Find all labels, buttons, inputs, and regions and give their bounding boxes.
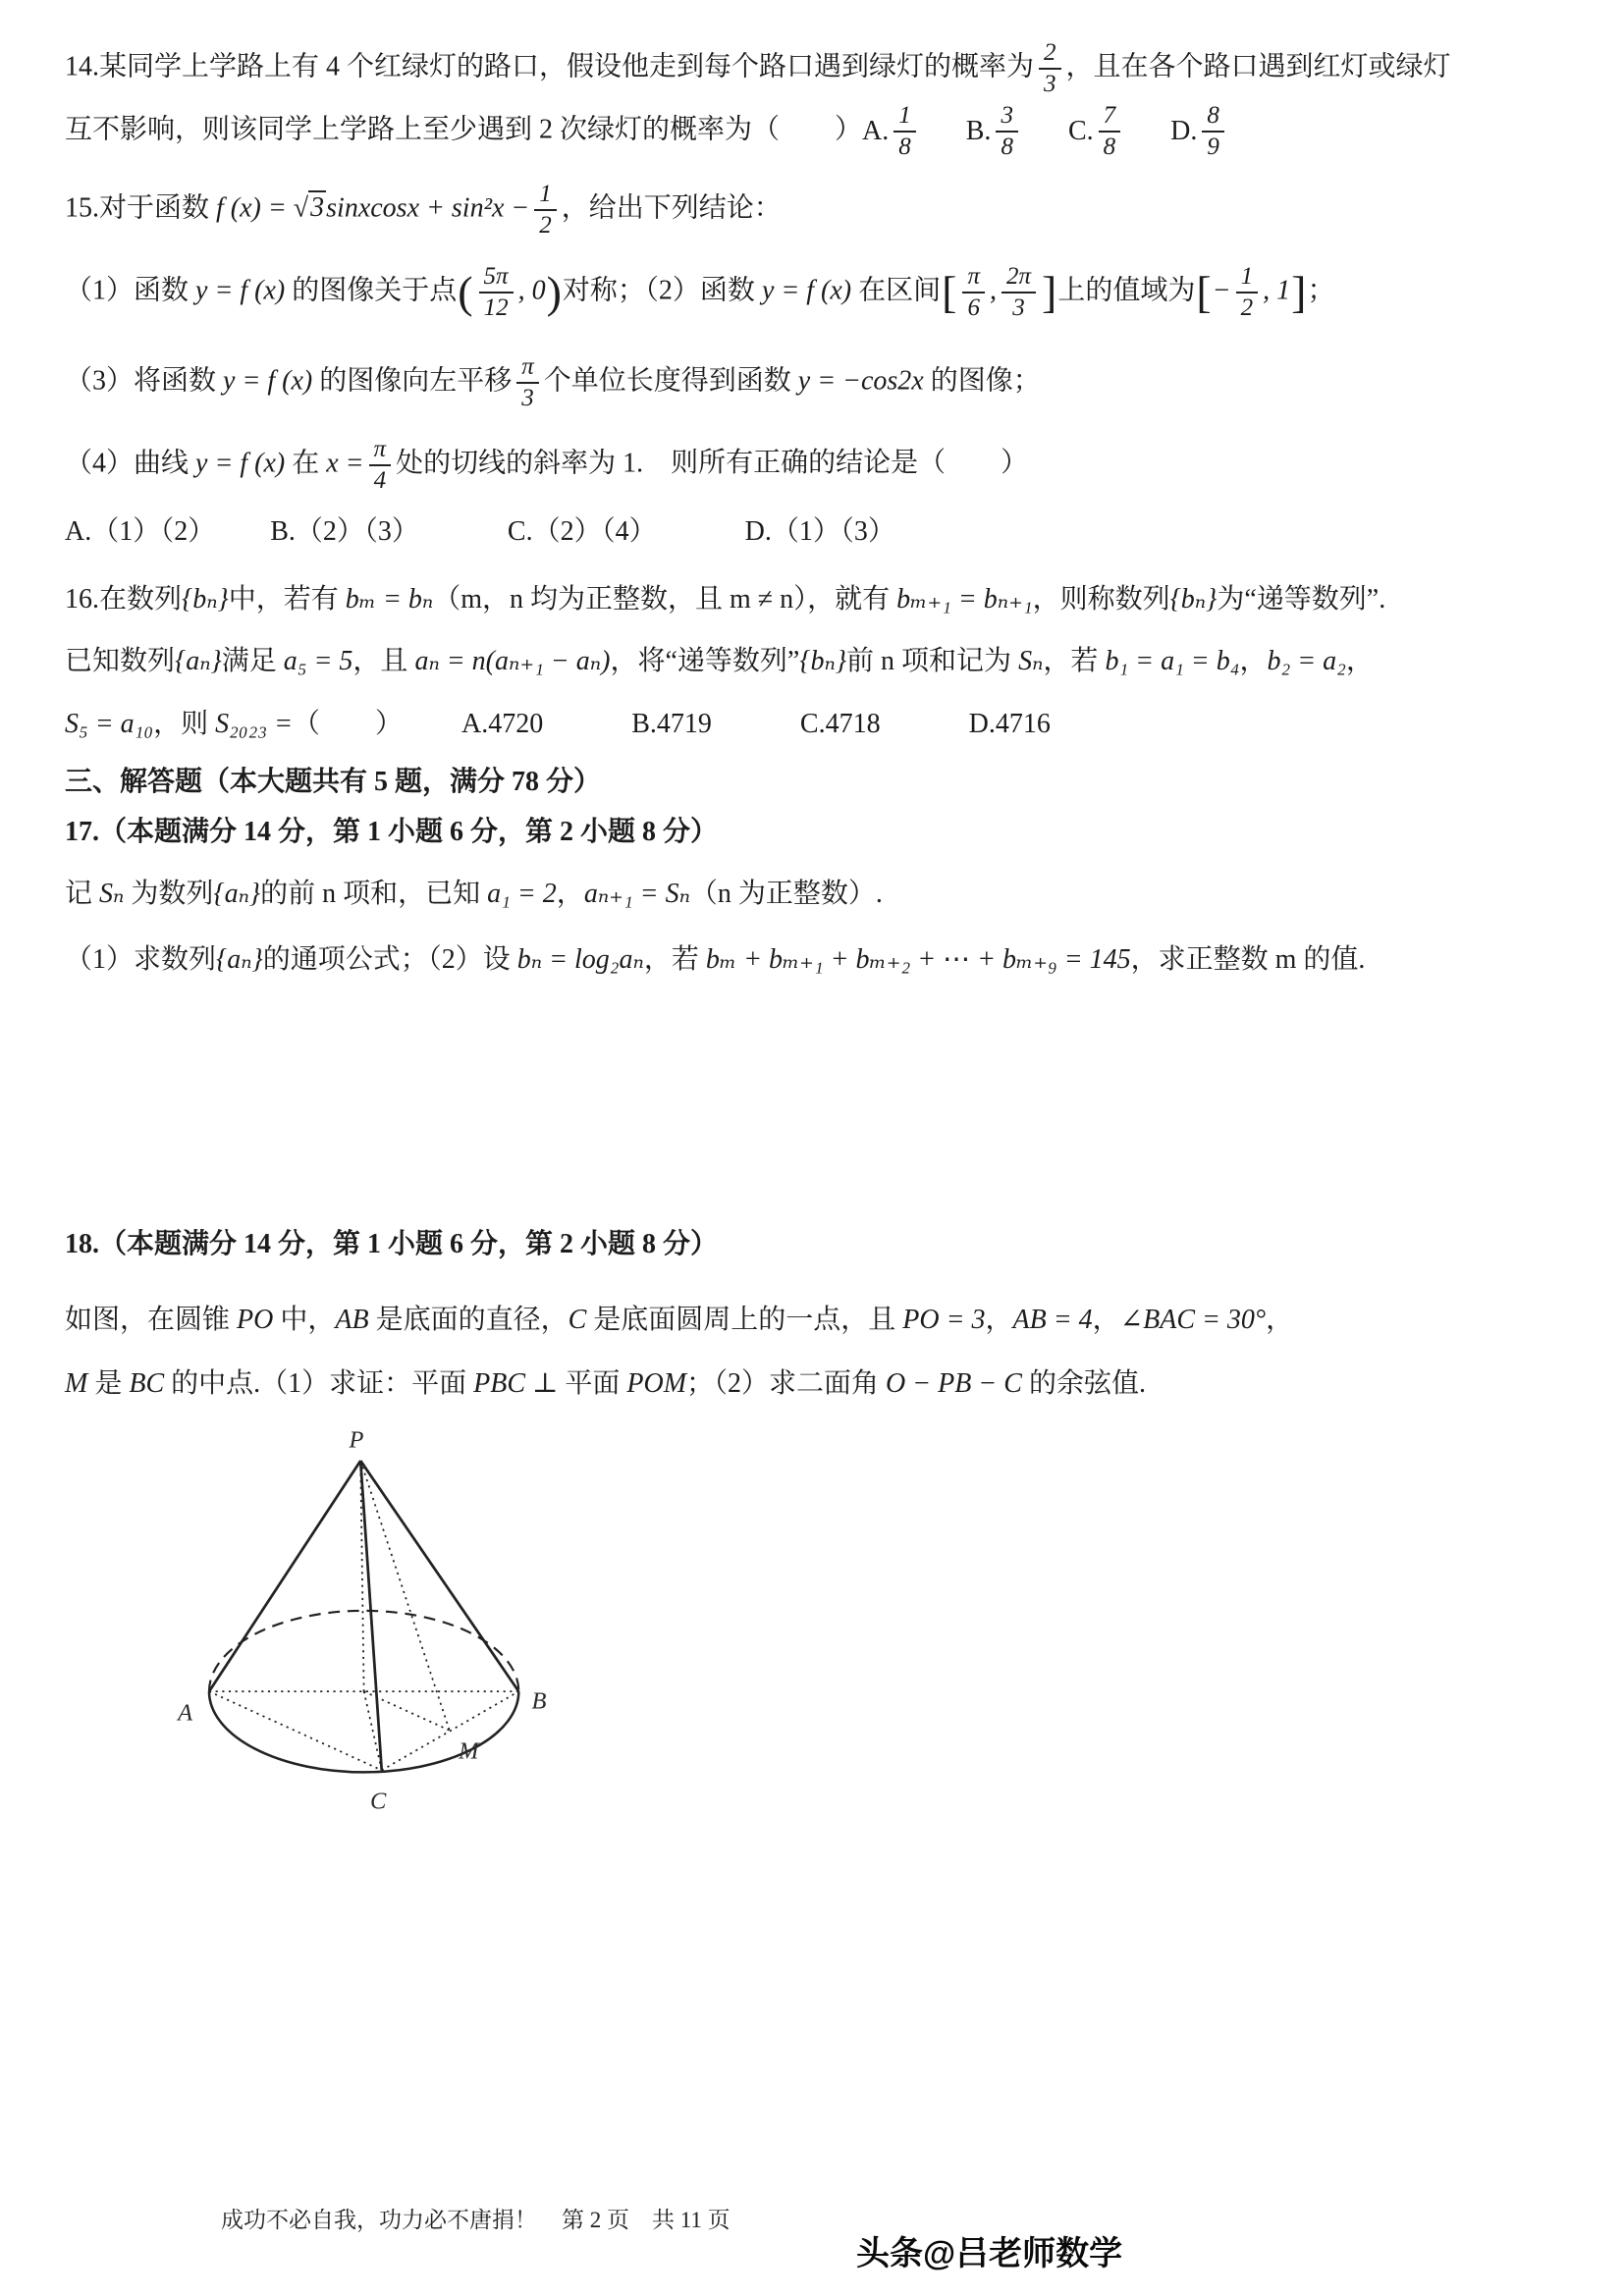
p14-text-b: ，且在各个路口遇到红灯或绿灯 [1065, 51, 1451, 82]
seq-an: {aₙ} [216, 944, 263, 976]
frac-num: 3 [996, 102, 1018, 133]
p15-option-b: B.（2）（3） [270, 516, 419, 547]
p15-i1-yfx: y = f (x) [195, 275, 286, 306]
p16-l3-b: ，则 [153, 708, 216, 739]
frac-num: 7 [1099, 102, 1121, 133]
frac-num: 2π [1001, 263, 1036, 294]
p15-formula: sinxcosx + sin²x − [326, 192, 530, 224]
sqrt-symbol: √ [293, 192, 309, 224]
fraction-option-b [996, 102, 1018, 161]
right-bracket: ] [1042, 267, 1057, 318]
fraction-pi-6 [962, 263, 985, 322]
p16-l1-a: 16.在数列 [65, 584, 183, 615]
fraction-two-thirds [1039, 39, 1061, 98]
option-label: C. [1067, 116, 1094, 147]
p18-l2-2: BC [129, 1367, 165, 1399]
p18-l1-5: C [568, 1304, 587, 1335]
p14-option-c [1068, 102, 1125, 161]
p17-l1-a: 记 [65, 879, 100, 910]
cone-figure [130, 1418, 611, 1836]
problem-18-line-1 [65, 1301, 1565, 1339]
p16-l2-b: 满足 [221, 646, 284, 677]
label-A: A [178, 1699, 193, 1727]
p16-sn: Sₙ [1018, 646, 1044, 677]
frac-den: 8 [1103, 133, 1116, 160]
p18-l2-4: PBC [473, 1367, 526, 1399]
p18-l2-8: O − PB − C [886, 1367, 1022, 1399]
p18-l1-10: ， [1092, 1304, 1120, 1335]
frac-den: 8 [898, 133, 911, 160]
p15-option-a: A.（1）（2） [65, 516, 216, 547]
seq-bn: {bₙ} [182, 584, 229, 615]
p18-l2-1: 是 [87, 1367, 130, 1399]
p14-text-a: 14.某同学上学路上有 4 个红绿灯的路口，假设他走到每个路口遇到绿灯的概率为 [65, 51, 1035, 82]
seq-bn: {bₙ} [799, 646, 847, 677]
p18-l1-2: 中， [273, 1304, 336, 1335]
fraction-one-half-range [1236, 263, 1259, 322]
p18-l1-8: ， [985, 1304, 1013, 1335]
frac-num: 1 [534, 181, 557, 211]
p18-l1-9: AB = 4 [1012, 1304, 1093, 1335]
right-bracket: ] [1291, 267, 1307, 318]
p15-option-d: D.（1）（3） [744, 516, 895, 547]
p17-l2-b: 的通项公式；（2）设 [262, 944, 517, 976]
p16-option-b: B.4719 [631, 708, 712, 739]
p15-i2-a: （2）函数 [644, 275, 762, 306]
frac-num: 8 [1202, 102, 1224, 133]
watermark-text: 头条@吕老师数学 [856, 2235, 1123, 2272]
problem-14-line-2 [65, 102, 1565, 161]
problem-16-line-2 [65, 642, 1565, 680]
line-PM-dotted [360, 1461, 450, 1731]
p14-question: 互不影响，则该同学上学路上至少遇到 2 次绿灯的概率为（ ） [65, 114, 863, 145]
p18-l1-4: 是底面的直径， [368, 1304, 568, 1335]
p17-eq1: a₁ = 2 [487, 879, 557, 910]
frac-num: π [369, 436, 392, 466]
problem-16-line-1 [65, 580, 1565, 618]
problem-16-line-3 [65, 705, 1565, 743]
problem-18-head [65, 1225, 1565, 1263]
frac-num: 5π [479, 263, 514, 294]
problem-17-line-1 [65, 875, 1565, 913]
frac-den: 4 [373, 467, 387, 494]
problem-15-head [65, 181, 1565, 240]
p15-i4-c: 处的切线的斜率为 1. [396, 448, 644, 479]
p15-i2-b: 在区间 [851, 275, 942, 306]
option-label: A. [862, 116, 890, 147]
p16-l1-c: （m，n 均为正整数，且 m ≠ n），就有 [433, 584, 897, 615]
sqrt-arg: 3 [310, 192, 325, 224]
frac-num: π [516, 353, 539, 384]
p17-eq3: bₙ = log₂aₙ [516, 944, 644, 976]
p16-option-a: A.4720 [460, 708, 544, 739]
p15-i3-b: 的图像向左平移 [312, 365, 513, 397]
fraction-option-a [893, 102, 916, 161]
p17-sep: ， [556, 879, 584, 910]
p16-l2-d: ，将“递等数列” [610, 646, 800, 677]
section-3-heading [65, 763, 1565, 801]
p15-i2-d: , 1 [1263, 275, 1291, 306]
problem-15-item-3 [65, 353, 1565, 412]
label-P: P [349, 1426, 364, 1454]
frac-num: 2 [1039, 39, 1061, 70]
option-label: D. [1170, 116, 1198, 147]
p16-l2-e: 前 n 项和记为 [846, 646, 1019, 677]
left-bracket: [ [942, 267, 957, 318]
problem-18 [65, 1225, 1565, 1844]
label-B: B [531, 1687, 547, 1715]
p18-head-text: 18.（本题满分 14 分，第 1 小题 6 分，第 2 小题 8 分） [65, 1228, 719, 1259]
p15-i4-a: （4）曲线 [65, 448, 196, 479]
p16-l1-d: ，则称数列 [1032, 584, 1170, 615]
problem-15-options [65, 512, 1565, 551]
p16-l1-b: 中，若有 [228, 584, 346, 615]
p18-l1-11: ∠BAC = 30° [1119, 1304, 1267, 1335]
problem-17-head [65, 813, 1565, 851]
p15-i2-c: 上的值域为 [1057, 275, 1196, 306]
p15-i3-yfx: y = f (x) [223, 365, 313, 397]
p16-l3-d: （ ） [292, 708, 403, 739]
p15-text-a: 15.对于函数 [65, 192, 217, 224]
cone-figure-container [130, 1418, 1565, 1843]
p16-eq2: bₘ₊₁ = bₙ₊₁ [896, 584, 1033, 615]
p18-l1-1: PO [237, 1304, 274, 1335]
fraction-one-half [534, 181, 557, 240]
p16-eq5: b₁ = a₁ = b₄ [1105, 646, 1240, 677]
p16-option-c: C.4718 [799, 708, 881, 739]
fraction-5pi-12 [479, 263, 514, 322]
problem-17-line-2 [65, 940, 1565, 979]
p14-option-d [1170, 102, 1229, 161]
right-paren: ) [546, 267, 562, 318]
p15-i3-y2: y = −cos2x [797, 365, 924, 397]
problem-15-item-4 [65, 436, 1565, 495]
p16-eq4: aₙ = n(aₙ₊₁ − aₙ) [414, 646, 611, 677]
seq-bn: {bₙ} [1169, 584, 1218, 615]
p16-l3-c: S₂₀₂₃ = [215, 708, 293, 739]
p17-l2-c: ，若 [643, 944, 706, 976]
p15-text-b: ，给出下列结论： [561, 192, 782, 224]
p18-l1-7: PO = 3 [902, 1304, 986, 1335]
frac-den: 2 [539, 212, 552, 239]
p16-end: ， [1345, 646, 1374, 677]
fraction-pi-4 [369, 436, 392, 495]
p15-i2-yfx: y = f (x) [761, 275, 852, 306]
p17-head-text: 17.（本题满分 14 分，第 1 小题 6 分，第 2 小题 8 分） [65, 816, 719, 847]
p17-eq4: bₘ + bₘ₊₁ + bₘ₊₂ + ⋯ + bₘ₊₉ = 145 [705, 944, 1131, 976]
p16-eq6: b₂ = a₂ [1267, 646, 1346, 677]
footer-page-number: 第 2 页 共 11 页 [562, 2208, 731, 2232]
edge-PA [209, 1461, 360, 1691]
fraction-2pi-3 [1001, 263, 1036, 322]
p15-i1-c: , 0 [517, 275, 546, 306]
p15-i2-e: ； [1307, 275, 1335, 306]
p15-i4-d: 则所有正确的结论是（ ） [671, 448, 1029, 479]
p17-eq2: aₙ₊₁ = Sₙ [583, 879, 690, 910]
p15-i4-b: 在 [285, 448, 327, 479]
p16-option-d: D.4716 [968, 708, 1051, 739]
frac-den: 6 [967, 294, 980, 321]
p15-i1-b: 的图像关于点 [285, 275, 458, 306]
frac-den: 3 [521, 385, 534, 411]
p15-i3-a: （3）将函数 [65, 365, 224, 397]
p18-l2-6: POM [626, 1367, 687, 1399]
p15-i3-c: 个单位长度得到函数 [543, 365, 798, 397]
footer-motto: 成功不必自我，功力必不唐捐！ [221, 2208, 537, 2232]
p17-l1-c: 的前 n 项和，已知 [260, 879, 488, 910]
fraction-pi-3 [516, 353, 539, 412]
p18-l2-5: ⊥ 平面 [525, 1367, 627, 1399]
frac-den: 12 [483, 294, 509, 321]
frac-den: 8 [1001, 133, 1013, 160]
p15-i1-a: （1）函数 [65, 275, 196, 306]
frac-den: 2 [1240, 294, 1254, 321]
p16-eq3: a₅ = 5 [283, 646, 353, 677]
p15-i4-xe: x = [326, 448, 364, 479]
p16-eq1: bₘ = bₙ [345, 584, 434, 615]
problem-18-line-2 [65, 1364, 1565, 1403]
p14-option-b [966, 102, 1023, 161]
p16-l1-e: 为“递等数列”. [1217, 584, 1386, 615]
p17-sn: Sₙ [99, 879, 125, 910]
p18-l2-0: M [65, 1367, 88, 1399]
p16-l2-f: ，若 [1043, 646, 1106, 677]
option-label: B. [965, 116, 992, 147]
p18-l1-0: 如图，在圆锥 [65, 1304, 238, 1335]
left-paren: ( [458, 267, 473, 318]
p17-l1-b: 为数列 [124, 879, 214, 910]
comma: , [990, 275, 997, 306]
p17-l2-d: ，求正整数 m 的值. [1130, 944, 1366, 976]
p18-l1-3: AB [335, 1304, 369, 1335]
problem-14-line-1 [65, 39, 1565, 98]
frac-num: 1 [893, 102, 916, 133]
p18-l2-7: ；（2）求二面角 [686, 1367, 887, 1399]
p15-i3-d: 的图像； [923, 365, 1041, 397]
p16-l3-a: S₅ = a₁₀ [65, 708, 154, 739]
p17-l2-a: （1）求数列 [65, 944, 217, 976]
minus-sign: − [1212, 275, 1231, 306]
frac-den: 9 [1207, 133, 1219, 160]
p16-l2-a: 已知数列 [65, 646, 176, 677]
p18-l1-12: ， [1266, 1304, 1294, 1335]
p15-fx: f (x) = [216, 192, 294, 224]
frac-num: π [962, 263, 985, 294]
p16-l2-c: ，且 [352, 646, 415, 677]
p18-l2-3: 的中点.（1）求证：平面 [164, 1367, 474, 1399]
section-3-title: 三、解答题（本大题共有 5 题，满分 78 分） [65, 766, 602, 797]
p15-option-c: C.（2）（4） [507, 516, 657, 547]
label-M: M [459, 1737, 479, 1765]
frac-den: 3 [1012, 294, 1025, 321]
seq-an: {aₙ} [213, 879, 261, 910]
p18-l1-6: 是底面圆周上的一点，且 [586, 1304, 903, 1335]
p18-l2-9: 的余弦值. [1021, 1367, 1146, 1399]
p15-i1-d: 对称； [562, 275, 645, 306]
frac-num: 1 [1236, 263, 1259, 294]
fraction-option-c [1099, 102, 1121, 161]
p15-i4-yfx: y = f (x) [195, 448, 286, 479]
label-C: C [370, 1788, 387, 1815]
fraction-option-d [1202, 102, 1224, 161]
p17-l1-d: （n 为正整数）. [689, 879, 883, 910]
frac-den: 3 [1044, 71, 1056, 97]
seq-an: {aₙ} [175, 646, 222, 677]
edge-PB [360, 1461, 518, 1691]
p14-option-a [862, 102, 921, 161]
line-AC-dotted [209, 1691, 382, 1770]
p16-sep: ， [1239, 646, 1268, 677]
problem-15-items-1-2 [65, 263, 1565, 322]
left-bracket: [ [1196, 267, 1212, 318]
